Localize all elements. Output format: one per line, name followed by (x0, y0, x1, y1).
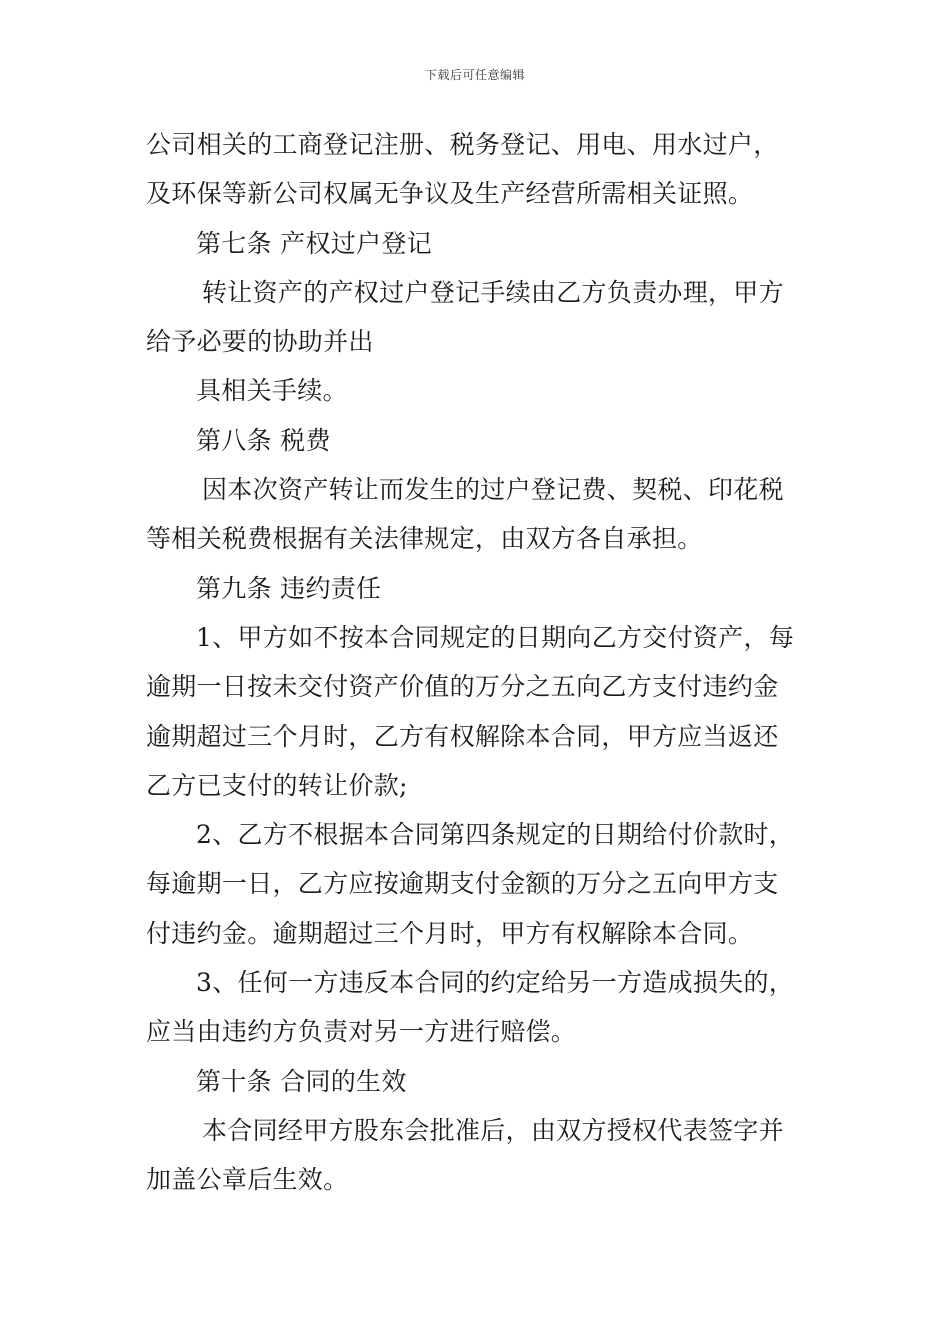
article-heading: 第九条 违约责任 (196, 573, 382, 603)
contract-body (146, 120, 810, 1205)
article-heading: 第十条 合同的生效 (196, 1066, 407, 1096)
paragraph-line: 及环保等新公司权属无争议及生产经营所需相关证照。 (146, 179, 754, 209)
paragraph-line: 逾期超过三个月时，乙方有权解除本合同，甲方应当返还 (146, 721, 779, 751)
paragraph-line: 具相关手续。 (196, 376, 348, 406)
paragraph-line: 本合同经甲方股东会批准后，由双方授权代表签字并 (202, 1115, 784, 1145)
paragraph-line: 应当由违约方负责对另一方进行赔偿。 (146, 1017, 577, 1047)
article-heading: 第七条 产权过户登记 (196, 228, 432, 258)
list-item: 3、任何一方违反本合同的约定给另一方造成损失的， (196, 968, 795, 998)
paragraph-line: 公司相关的工商登记注册、税务登记、用电、用水过户， (146, 130, 779, 159)
paragraph-line: 每逾期一日，乙方应按逾期支付金额的万分之五向甲方支 (146, 869, 779, 899)
list-item: 2、乙方不根据本合同第四条规定的日期给付价款时， (196, 820, 795, 850)
paragraph-line: 加盖公章后生效。 (146, 1165, 349, 1195)
paragraph-line: 逾期一日按未交付资产价值的万分之五向乙方支付违约金 (146, 672, 779, 702)
paragraph-line: 付违约金。逾期超过三个月时，甲方有权解除本合同。 (146, 918, 754, 948)
paragraph-line: 转让资产的产权过户登记手续由乙方负责办理，甲方 (202, 277, 784, 307)
page-header: 下载后可任意编辑 (424, 68, 525, 82)
paragraph-line: 等相关税费根据有关法律规定，由双方各自承担。 (146, 524, 703, 554)
paragraph-line: 给予必要的协助并出 (146, 327, 374, 357)
list-item: 1、甲方如不按本合同规定的日期向乙方交付资产，每 (196, 622, 795, 652)
paragraph-line: 乙方已支付的转让价款; (146, 770, 408, 800)
paragraph-line: 因本次资产转让而发生的过户登记费、契税、印花税 (202, 475, 784, 505)
article-heading: 第八条 税费 (196, 425, 331, 455)
